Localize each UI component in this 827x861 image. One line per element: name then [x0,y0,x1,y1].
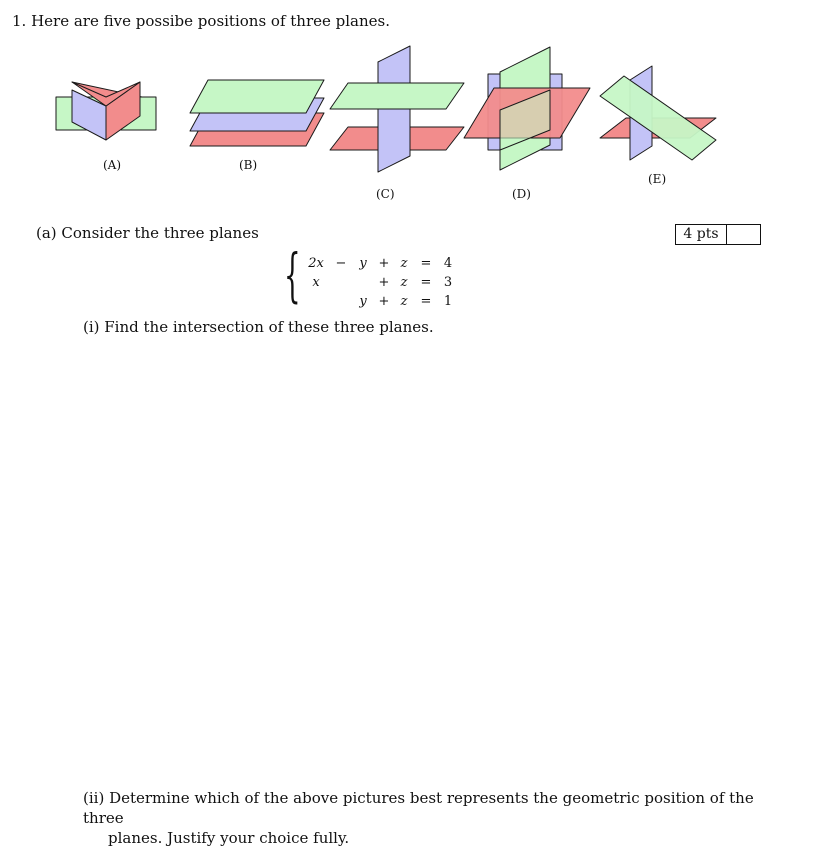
equation-row: y + z = 1 [359,294,453,309]
left-brace: { [284,241,301,309]
sub-question-ii [83,788,783,848]
equation-row: 2x − y + z = 4 [308,256,453,271]
caption-e: (E) [648,172,667,186]
caption-a: (A) [103,158,122,172]
figure-d [464,47,590,170]
caption-b: (B) [239,158,258,172]
score-field[interactable] [727,225,760,244]
figure-c [330,46,464,172]
plane-figures [0,40,827,210]
caption-d: (D) [512,187,531,201]
question-title: 1. Here are five possibe positions of three planes. [12,12,390,30]
figure-e [600,66,716,160]
figure-a [56,82,156,140]
equation-row: x + z = 3 [312,275,453,290]
sub-question-i: (i) Find the intersection of these three planes. [83,318,434,336]
caption-c: (C) [376,187,395,201]
equation-system [284,241,484,310]
points-box [675,224,761,245]
points-label: 4 pts [676,225,727,244]
sub-question-ii-line2: planes. Justify your choice fully. [108,829,350,847]
sub-question-ii-line1: (ii) Determine which of the above pictures best represents the geometric position of the three [83,789,754,827]
figure-b [190,80,324,146]
part-a-label: (a) Consider the three planes [36,224,259,242]
